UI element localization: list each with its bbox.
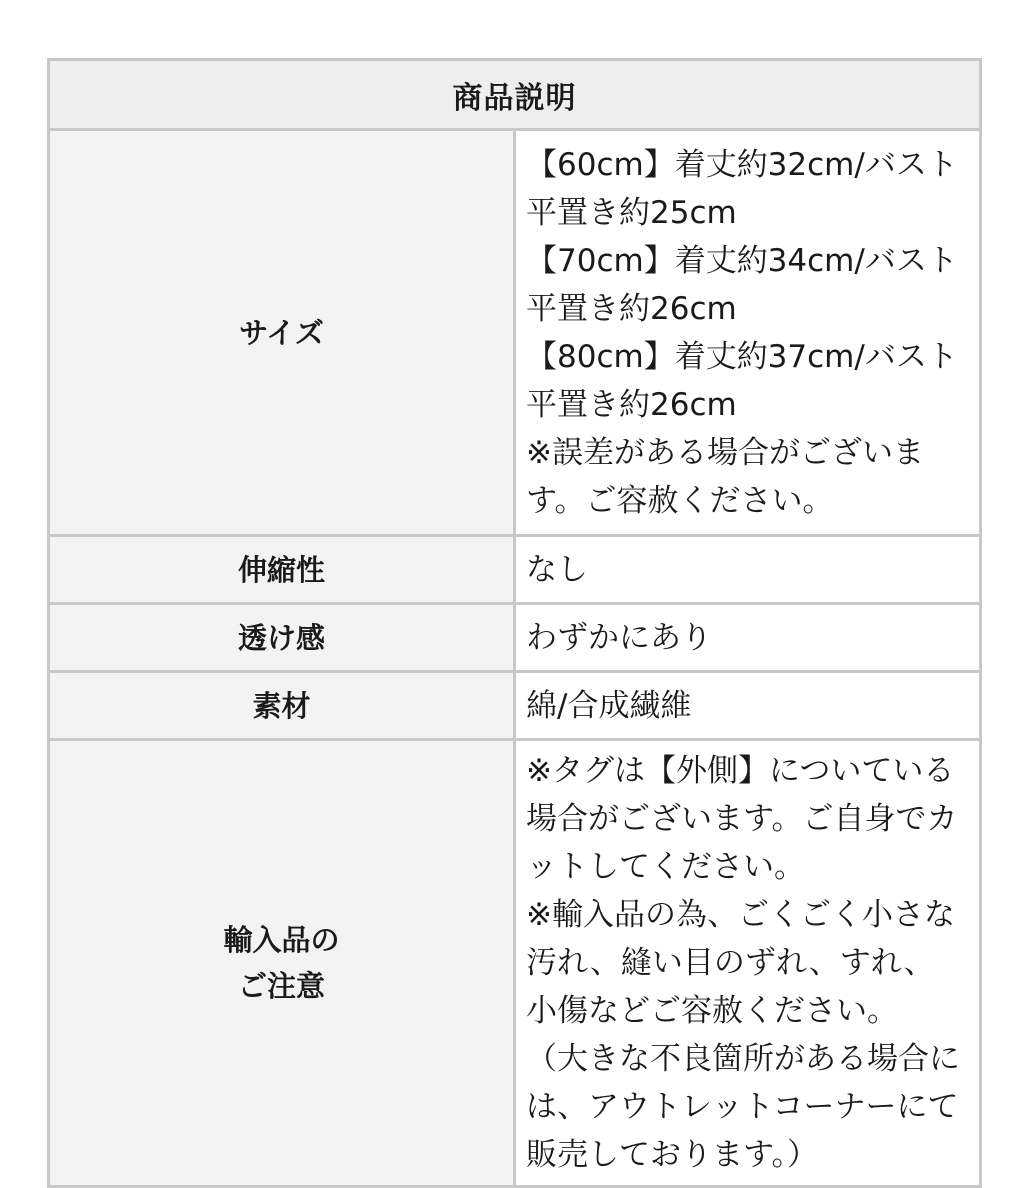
- import-notice-tag-note: ※タグは【外側】についている場合がございます。ご自身でカットしてください。: [526, 753, 958, 885]
- size-note: ※誤差がある場合がございます。ご容赦ください。: [526, 434, 924, 519]
- material-label: 素材: [49, 672, 515, 740]
- table-row-sheerness: [49, 604, 981, 672]
- table-row-import-notice: [49, 740, 981, 1187]
- size-line-60: 【60cm】着丈約32cm/バスト平置き約25cm: [526, 146, 958, 231]
- product-description-table: [47, 58, 982, 1188]
- import-notice-label-line2: ご注意: [237, 969, 325, 1003]
- stretch-value: なし: [515, 536, 981, 604]
- table-title: 商品説明: [49, 60, 981, 130]
- import-notice-label: [49, 740, 515, 1187]
- sheerness-value: わずかにあり: [515, 604, 981, 672]
- size-label: サイズ: [49, 130, 515, 536]
- stretch-label: 伸縮性: [49, 536, 515, 604]
- import-notice-label-line1: 輸入品の: [223, 923, 340, 957]
- sheerness-label: 透け感: [49, 604, 515, 672]
- import-notice-defect-note: ※輸入品の為、ごくごく小さな汚れ、縫い目のずれ、すれ、小傷などご容赦ください。: [526, 897, 955, 1029]
- material-value: 綿/合成繊維: [515, 672, 981, 740]
- import-notice-value: [515, 740, 981, 1187]
- table-row-stretch: [49, 536, 981, 604]
- table-row-material: [49, 672, 981, 740]
- import-notice-outlet-note: （大きな不良箇所がある場合には、アウトレットコーナーにて販売しております。）: [526, 1041, 960, 1173]
- table-row-size: [49, 130, 981, 536]
- size-line-70: 【70cm】着丈約34cm/バスト平置き約26cm: [526, 242, 958, 327]
- size-value: [515, 130, 981, 536]
- size-line-80: 【80cm】着丈約37cm/バスト平置き約26cm: [526, 338, 958, 423]
